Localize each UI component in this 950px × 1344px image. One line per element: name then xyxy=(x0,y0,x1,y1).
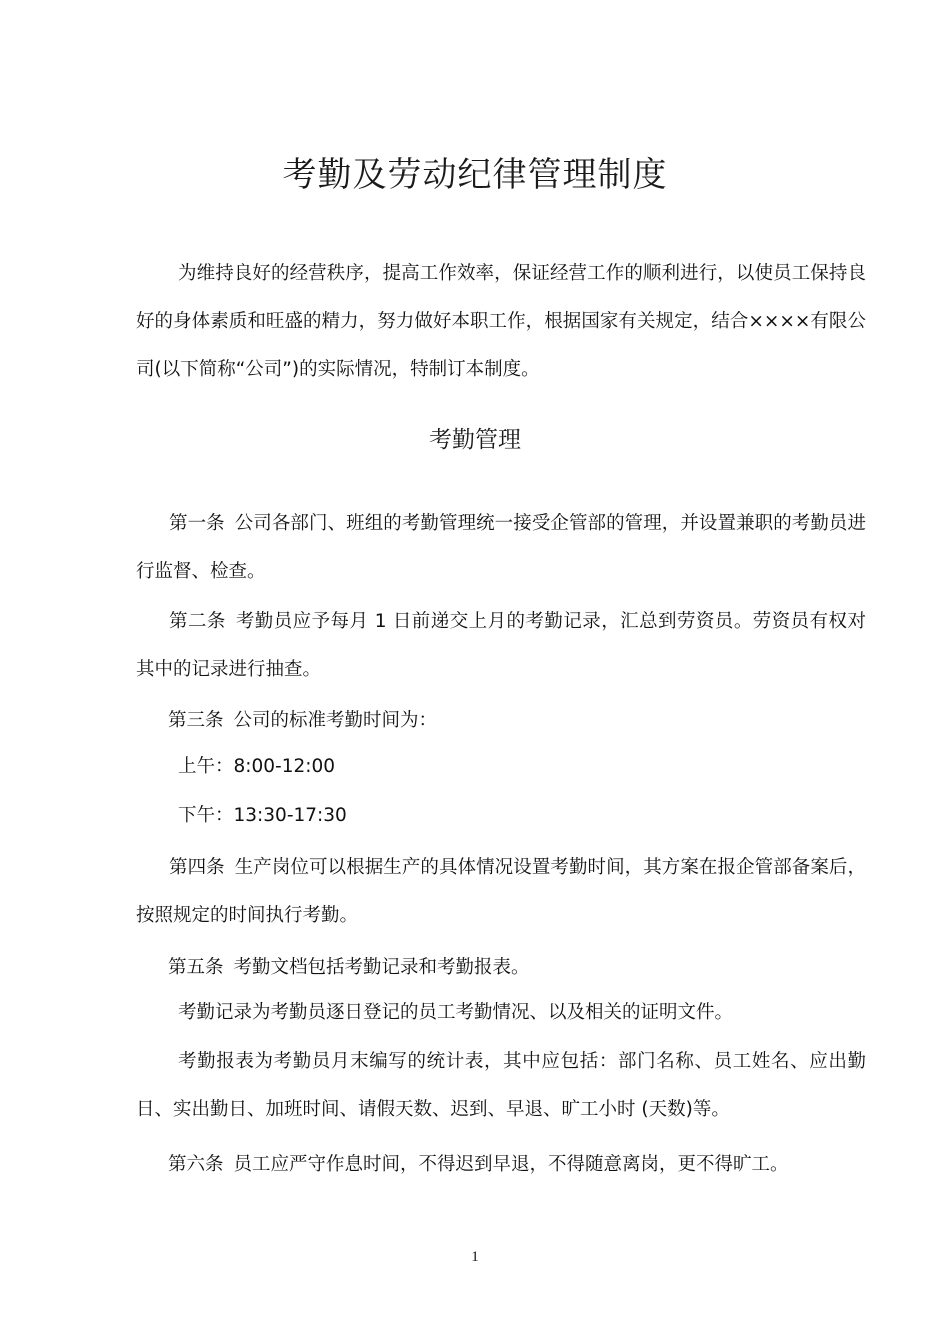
article-5 xyxy=(168,953,530,983)
schedule-morning: 上午：8:00-12:00 xyxy=(178,756,336,777)
article-text: 考勤文档包括考勤记录和考勤报表。 xyxy=(233,957,530,978)
article-number: 第三条 xyxy=(168,710,224,731)
article-text: 公司的标准考勤时间为： xyxy=(233,710,438,731)
article-number: 第二条 xyxy=(169,611,226,632)
intro-paragraph: 为维持良好的经营秩序，提高工作效率，保证经营工作的顺利进行，以使员工保持良好的身体素质和旺盛的精力，努力做好本职工作，根据国家有关规定，结合××××有限公司(以下简称“公司”)的实际情况，特制订本制度。 xyxy=(136,263,866,380)
article-3 xyxy=(168,706,437,736)
article-number: 第六条 xyxy=(168,1154,224,1175)
article-1 xyxy=(136,500,866,596)
page-number: 1 xyxy=(471,1249,479,1265)
article-text: 公司各部门、班组的考勤管理统一接受企管部的管理，并设置兼职的考勤员进行监督、检查。 xyxy=(136,513,866,582)
article-text: 生产岗位可以根据生产的具体情况设置考勤时间，其方案在报企管部备案后，按照规定的时间执行考勤。 xyxy=(136,857,866,926)
article-number: 第一条 xyxy=(169,513,225,534)
document-title: 考勤及劳动纪律管理制度 xyxy=(282,155,668,195)
article-2 xyxy=(136,598,866,694)
article-5-report: 考勤报表为考勤员月末编写的统计表，其中应包括：部门名称、员工姓名、应出勤日、实出勤日、加班时间、请假天数、迟到、早退、旷工小时 (天数)等。 xyxy=(136,1051,866,1120)
article-text: 考勤员应予每月 1 日前递交上月的考勤记录，汇总到劳资员。劳资员有权对其中的记录进行抽查。 xyxy=(136,611,866,680)
article-6 xyxy=(168,1150,789,1180)
section-heading: 考勤管理 xyxy=(429,427,521,453)
article-number: 第四条 xyxy=(169,857,225,878)
article-5-record: 考勤记录为考勤员逐日登记的员工考勤情况、以及相关的证明文件。 xyxy=(178,1002,734,1023)
schedule-afternoon: 下午：13:30-17:30 xyxy=(178,805,347,826)
article-text: 员工应严守作息时间，不得迟到早退，不得随意离岗，更不得旷工。 xyxy=(233,1154,789,1175)
article-number: 第五条 xyxy=(168,957,224,978)
article-4 xyxy=(136,844,866,940)
